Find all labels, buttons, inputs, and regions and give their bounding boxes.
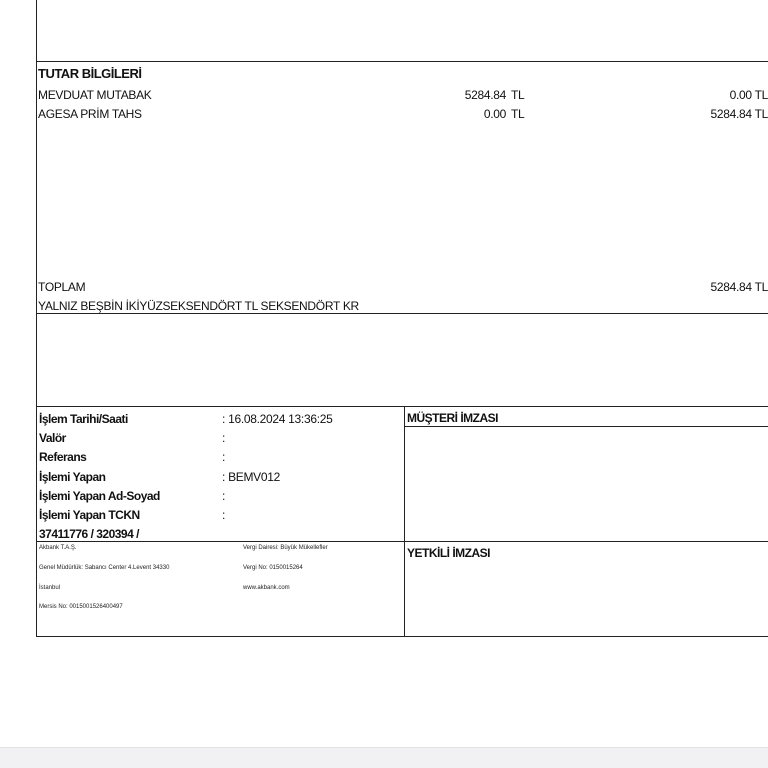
transaction-label: Valör	[39, 431, 66, 445]
transaction-label: İşlemi Yapan TCKN	[39, 508, 140, 522]
bank-mersis: Mersis No: 0015001526400497	[39, 604, 123, 610]
authorized-signature-label: YETKİLİ İMZASI	[407, 546, 490, 560]
left-border-amounts	[36, 61, 37, 314]
customer-signature-label: MÜŞTERİ İMZASI	[407, 411, 498, 425]
bank-headquarters: Genel Müdürlük: Sabancı Center 4.Levent 34330	[39, 565, 170, 571]
transaction-label: İşlemi Yapan Ad-Soyad	[39, 489, 160, 503]
bank-city: İstanbul	[39, 585, 61, 591]
amount-row-label: AGESA PRİM TAHS	[38, 107, 142, 121]
transaction-value: : 16.08.2024 13:36:25	[222, 412, 333, 426]
transaction-label: İşlem Tarihi/Saati	[39, 412, 128, 426]
transaction-value: :	[222, 450, 226, 464]
transaction-value: : BEMV012	[222, 470, 280, 484]
transaction-value: :	[222, 508, 226, 522]
transaction-value: :	[222, 489, 226, 503]
divider-top	[36, 61, 768, 62]
total-value: 5284.84 TL	[710, 280, 768, 294]
viewer-bottom-bar	[0, 747, 768, 768]
amount-row-label: MEVDUAT MUTABAK	[38, 88, 152, 102]
amount-row-credit: 5284.84 TL	[710, 107, 768, 121]
amount-row-debit: 5284.84	[464, 88, 506, 102]
tax-office: Vergi Dairesi: Büyük Mükellefler	[243, 545, 328, 551]
divider-bottom	[36, 636, 768, 637]
divider-amounts-bottom	[36, 313, 768, 314]
transaction-label: Referans	[39, 450, 87, 464]
amount-row-debit-currency: TL	[511, 107, 525, 121]
amount-row-debit-currency: TL	[511, 88, 525, 102]
tax-number: Vergi No: 0150015264	[243, 565, 303, 571]
amount-in-words: YALNIZ BEŞBİN İKİYÜZSEKSENDÖRT TL SEKSENDÖRT KR	[38, 299, 359, 313]
amount-row-debit: 0.00	[483, 107, 506, 121]
left-border-transaction	[36, 406, 37, 637]
amounts-heading: TUTAR BİLGİLERİ	[38, 66, 142, 81]
divider-bank-info	[36, 541, 768, 542]
middle-divider	[404, 406, 405, 637]
reference-code: 37411776 / 320394 /	[39, 527, 139, 541]
divider-transaction-top	[36, 406, 768, 407]
total-label: TOPLAM	[38, 280, 86, 294]
amount-row-credit: 0.00 TL	[729, 88, 768, 102]
left-border-top	[36, 0, 37, 62]
left-border-blank	[36, 313, 37, 407]
bank-website: www.akbank.com	[243, 585, 290, 591]
signature-header-line	[404, 426, 768, 427]
transaction-label: İşlemi Yapan	[39, 470, 106, 484]
transaction-value: :	[222, 431, 226, 445]
bank-name: Akbank T.A.Ş.	[39, 545, 77, 551]
